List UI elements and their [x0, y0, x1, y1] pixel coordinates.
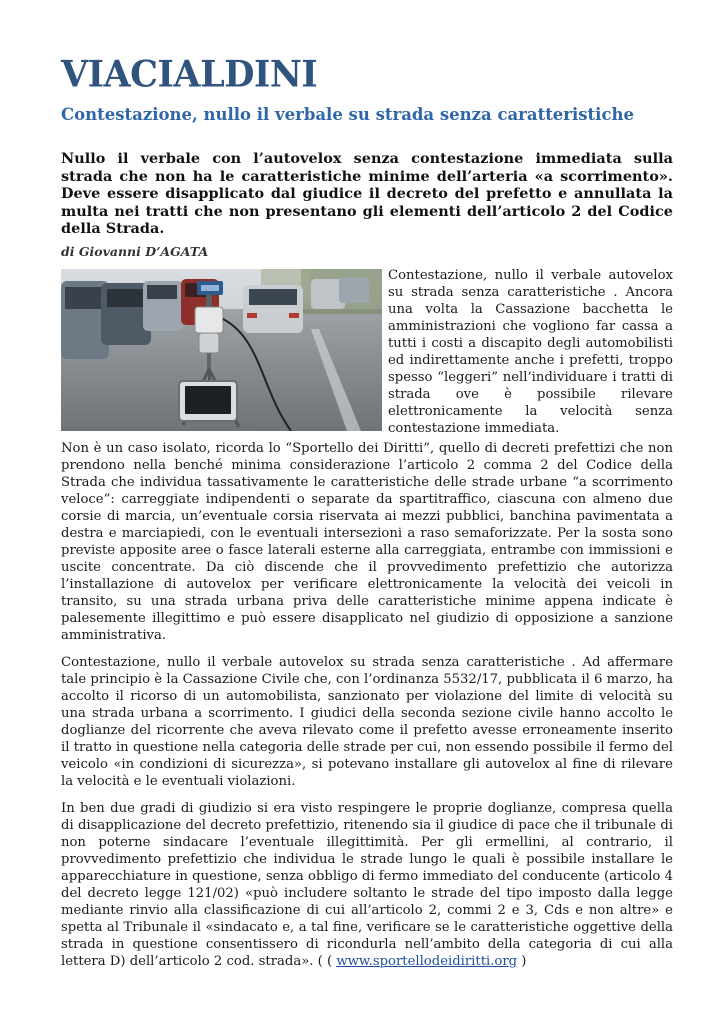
document-page [61, 52, 673, 970]
article-paragraph: Contestazione, nullo il verbale autovelox su strada senza caratteristiche . Ad affermare tale principio è la Cassazione Civile che, con l’ordinanza 5532/17, pubblicata il 6 marzo, ha accolto il ricorso di un automobilista, sanzionato per violazione del limite di velocità su una strada urbana a scorrimento. I giudici della seconda sezione civile hanno accolto le doglianze del ricorrente che aveva rilevato come il prefetto avesse erroneamente inserito il tratto in questione nella categoria delle strade per cui, non essendo possibile il fermo del veicolo «in condizioni di sicurezza», si potevano installare gli autovelox al fine di rilevare la velocità e le eventuali violazioni. [61, 654, 673, 789]
article-paragraph [61, 800, 673, 970]
intro-block [61, 267, 673, 437]
site-logo[interactable]: VIACIALDINI [61, 53, 318, 97]
article-paragraph: Non è un caso isolato, ricorda lo “Sportello dei Diritti”, quello di decreti prefettizi che non prendono nella benché minima considerazione l’articolo 2 comma 2 del Codice della Strada che individua tassativamente le caratteristiche delle strade urbane “a scorrimento veloce”: carreggiate indipendenti o separate da spartitraffico, ciascuna con almeno due corsie di marcia, un’eventuale corsia riservata ai mezzi pubblici, banchina pavimentata a destra e marciapiedi, con le eventuali intersezioni a raso semaforizzate. Per la sosta sono previste apposite aree o fasce laterali esterne alla carreggiata, entrambe con immissioni e uscite concentrate. Da ciò discende che il provvedimento prefettizio che autorizza l’installazione di autovelox per verificare elettronicamente la velocità dei veicoli in transito, su una strada urbana priva delle caratteristiche minime appena indicate è palesemente illegittimo e può essere disapplicato nel giudizio di opposizione a sanzione amministrativa. [61, 440, 673, 643]
intro-paragraph: Contestazione, nullo il verbale autovelox su strada senza caratteristiche . Ancora una volta la Cassazione bacchetta le amministrazioni che vogliono far cassa a tutti i costi a discapito degli automobilisti ed indirettamente anche i prefetti, troppo spesso “leggeri” nell’individuare i tratti di strada ove è possibile rilevare elettronicamente la velocità senza contestazione immediata. [388, 267, 673, 436]
article-headline: Contestazione, nullo il verbale su strada senza caratteristiche [61, 105, 634, 124]
article-lead: Nullo il verbale con l’autovelox senza contestazione immediata sulla strada che non ha le caratteristiche minime dell’arteria «a scorrimento». Deve essere disapplicato dal giudice il decreto del prefetto e annullata la multa nei tratti che non presentano gli elementi dell’articolo 2 del Codice della Strada. [61, 150, 673, 237]
speed-camera-illustration [61, 269, 382, 431]
closing-text: ) [517, 953, 527, 969]
speed-camera-photo [61, 269, 382, 431]
article-author: di Giovanni D’AGATA [61, 243, 209, 259]
sportello-link[interactable]: www.sportellodeidiritti.org [336, 953, 518, 969]
paragraph-text: In ben due gradi di giudizio si era visto respingere le proprie doglianze, compresa quella di disapplicazione del decreto prefettizio, ritenendo sia il giudice di pace che il tribunale di non poterne sindacare l’eventuale illegittimità. Per gli ermellini, al contrario, il provvedimento prefettizio che individua le strade lungo le quali è possibile installare le apparecchiature in questione, senza obbligo di fermo immediato del conducente (articolo 4 del decreto legge 121/02) «può includere soltanto le strade del tipo imposto dalla legge mediante rinvio alla classificazione di cui all’articolo 2, commi 2 e 3, Cds e non altre» e spetta al Tribunale il «sindacato e, a tal fine, verificare se le caratteristiche oggettive della strada in questione consentissero di ricondurla nell’ambito della categoria di cui alla lettera D) dell’articolo 2 cod. strada». ( ( [61, 800, 673, 969]
